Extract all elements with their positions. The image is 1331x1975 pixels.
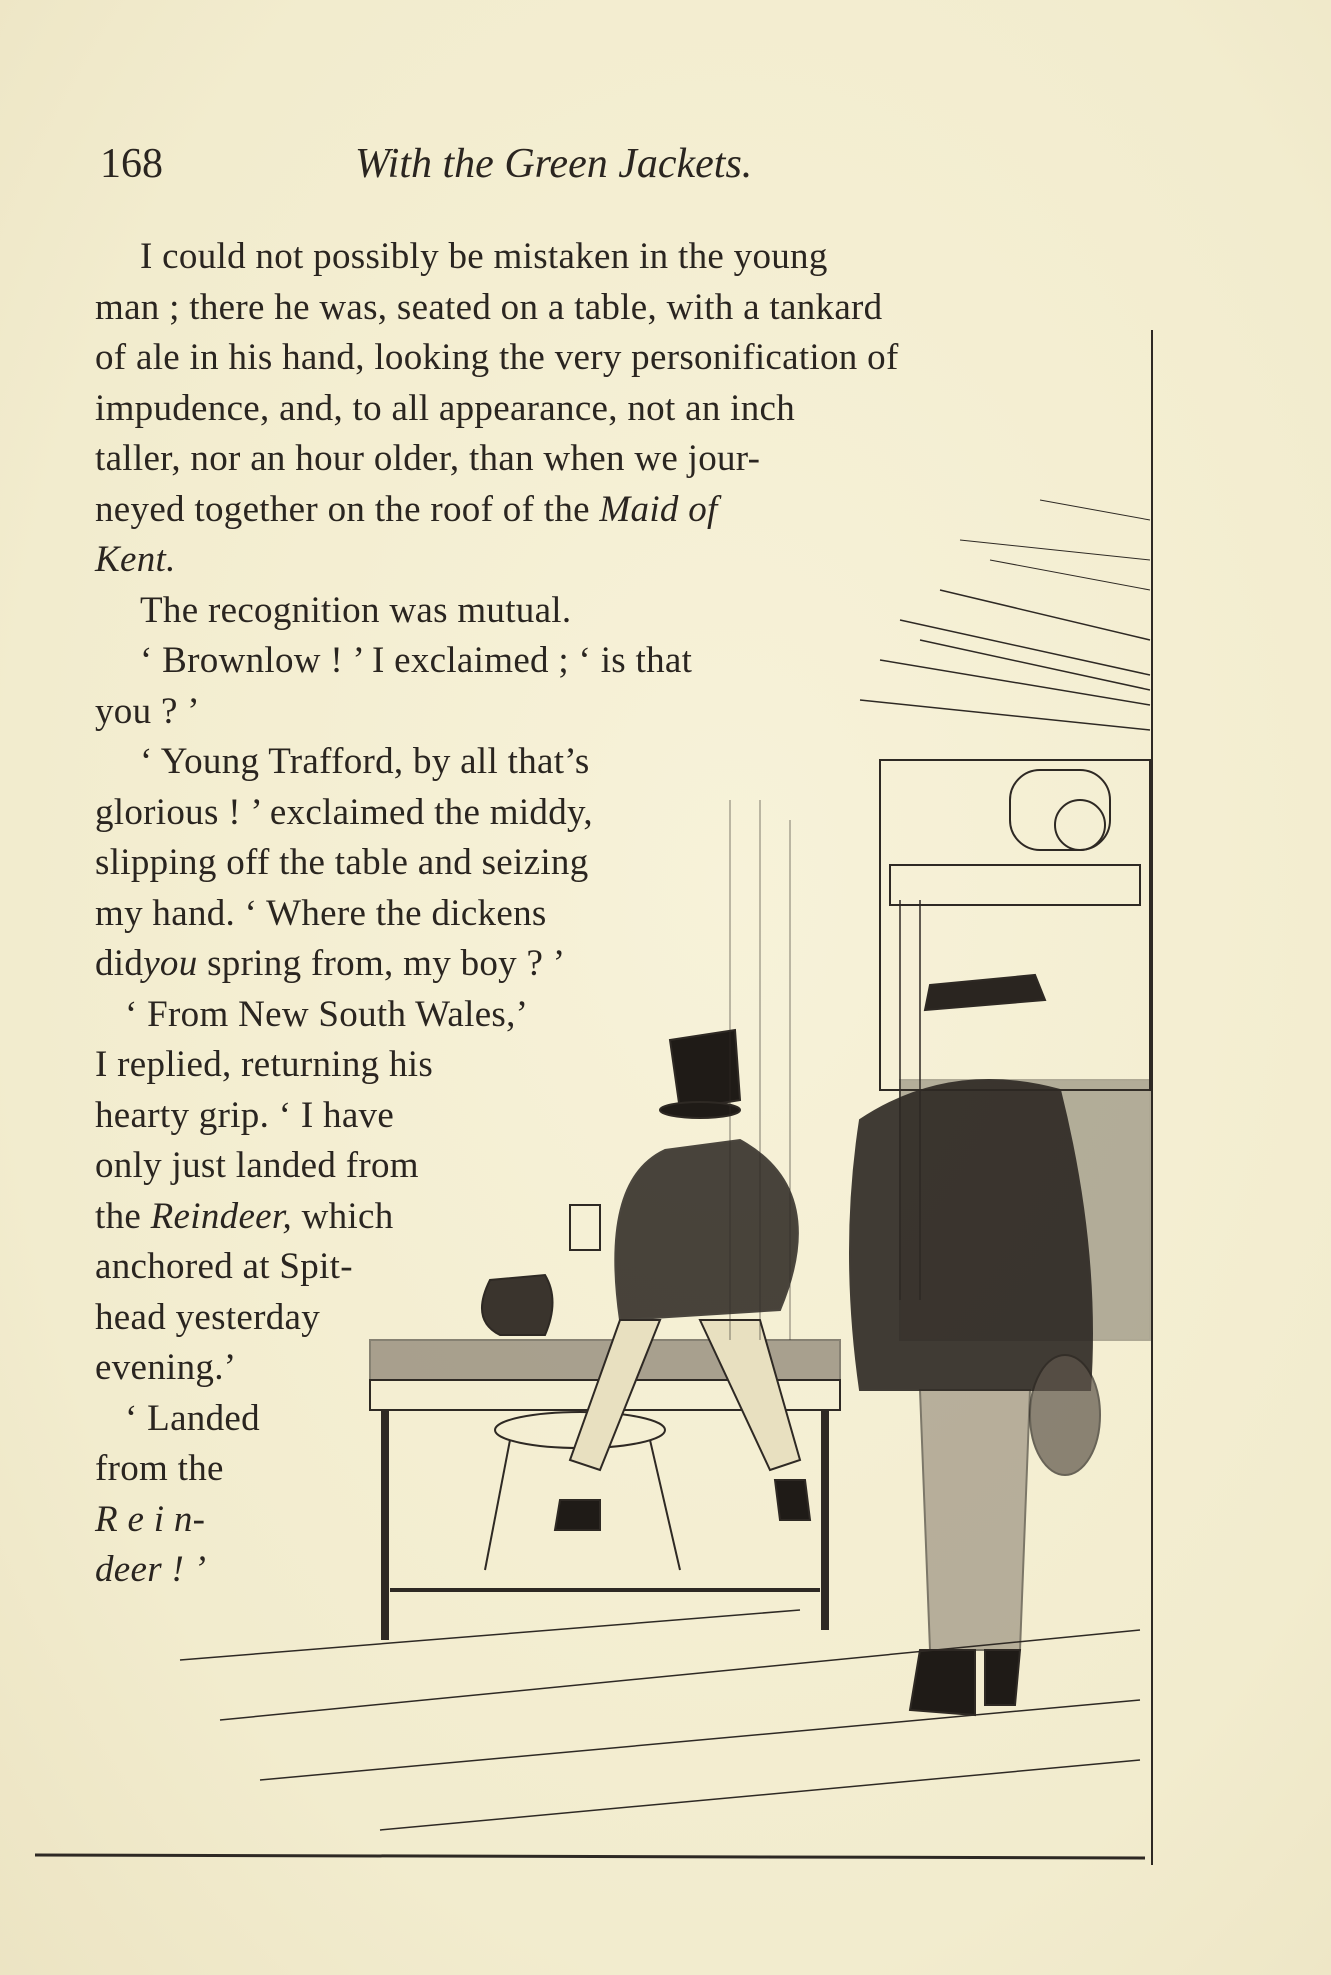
text-segment: ‘ From New South Wales,’ xyxy=(125,993,529,1035)
text-line xyxy=(140,586,571,636)
text-segment: head yesterday xyxy=(95,1296,321,1338)
text-line xyxy=(95,939,565,989)
text-segment: glorious ! ’ exclaimed the middy, xyxy=(95,791,593,833)
text-line xyxy=(95,283,882,333)
text-line xyxy=(95,687,200,737)
italic-segment: Kent. xyxy=(95,539,176,580)
text-line xyxy=(95,1545,206,1595)
text-segment: from the xyxy=(95,1448,224,1489)
text-segment: did xyxy=(95,943,144,984)
italic-segment: deer ! ’ xyxy=(95,1549,207,1590)
text-segment: ‘ Brownlow ! ’ I exclaimed ; ‘ is that xyxy=(140,640,693,681)
text-line xyxy=(95,889,547,939)
text-line xyxy=(95,434,760,484)
italic-segment: Reindeer, xyxy=(150,1195,293,1237)
text-line xyxy=(140,636,692,686)
text-segment: neyed together on the roof of the xyxy=(95,488,590,530)
text-segment: anchored at Spit- xyxy=(95,1246,353,1287)
text-segment: man ; there he was, seated on a table, with a tankard xyxy=(95,286,883,328)
text-line xyxy=(95,333,899,383)
text-line xyxy=(95,485,718,535)
text-segment: hearty grip. ‘ I have xyxy=(95,1094,395,1136)
text-line xyxy=(140,737,590,787)
text-segment: impudence, and, to all appearance, not an inch xyxy=(95,387,796,429)
running-title: With the Green Jackets. xyxy=(355,141,753,187)
text-segment: only just landed from xyxy=(95,1145,419,1186)
text-line xyxy=(125,990,528,1040)
text-segment: the xyxy=(95,1195,151,1237)
text-line xyxy=(95,1040,433,1090)
page-number: 168 xyxy=(100,141,163,187)
text-line xyxy=(95,788,593,838)
text-line xyxy=(140,232,828,282)
text-segment: The recognition was mutual. xyxy=(140,589,572,631)
text-segment: of ale in his hand, looking the very personification of xyxy=(95,337,899,378)
text-line xyxy=(95,1091,394,1141)
text-line xyxy=(95,535,176,585)
text-segment: ‘ Landed xyxy=(125,1397,260,1439)
text-segment: my hand. ‘ Where the dickens xyxy=(95,892,547,934)
text-line xyxy=(95,1141,419,1191)
text-segment: I replied, returning his xyxy=(95,1044,434,1085)
text-segment: spring from, my boy ? ’ xyxy=(197,943,566,984)
text-segment: slipping off the table and seizing xyxy=(95,842,589,883)
text-line xyxy=(95,1293,320,1343)
italic-segment: Maid of xyxy=(599,488,718,530)
text-segment: you ? ’ xyxy=(95,690,200,732)
text-segment: I could not possibly be mistaken in the young xyxy=(140,236,828,277)
text-segment: ‘ Young Trafford, by all that’s xyxy=(140,741,590,782)
text-line xyxy=(95,1343,236,1393)
text-line xyxy=(125,1394,260,1444)
text-line xyxy=(95,384,795,434)
text-line xyxy=(95,1444,224,1494)
text-segment: which xyxy=(292,1195,394,1237)
text-line xyxy=(95,1242,353,1292)
text-line xyxy=(95,838,589,888)
text-line xyxy=(95,1495,205,1545)
italic-segment: you xyxy=(143,943,198,984)
text-segment: taller, nor an hour older, than when we jour- xyxy=(95,438,761,479)
text-line xyxy=(95,1192,394,1242)
text-segment: evening.’ xyxy=(95,1347,237,1388)
italic-segment: R e i n- xyxy=(95,1498,206,1540)
